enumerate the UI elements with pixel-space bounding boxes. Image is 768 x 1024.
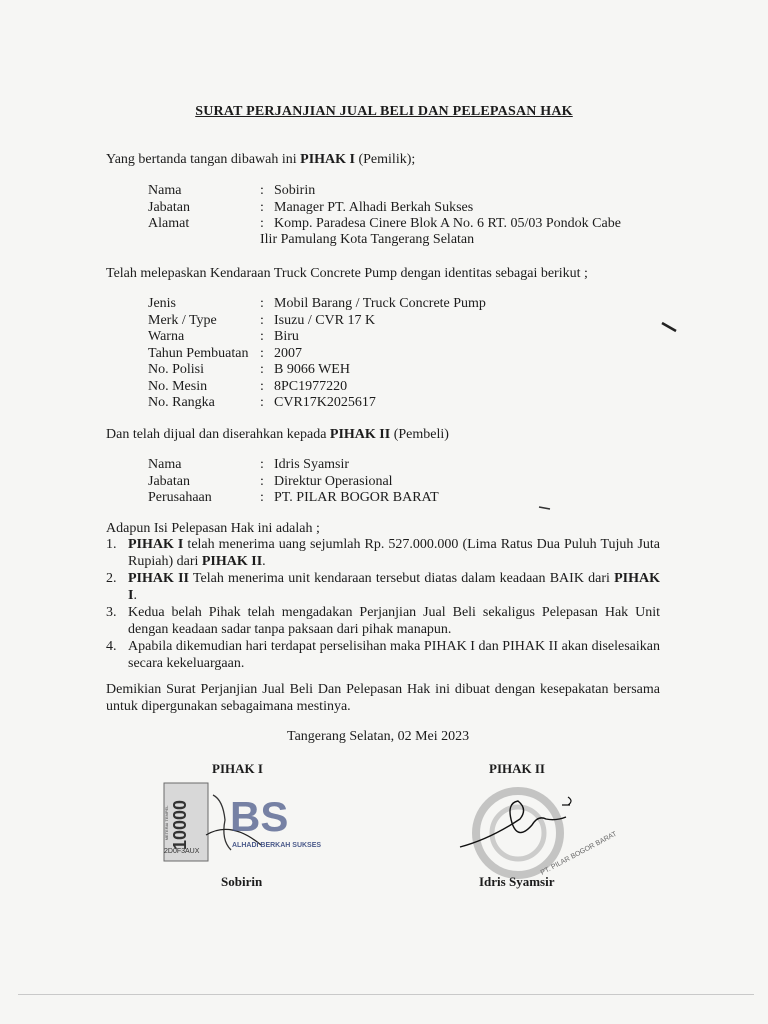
- field-row: No. Rangka : CVR17K2025617: [148, 395, 376, 410]
- field-row: Jenis : Mobil Barang / Truck Concrete Pump: [148, 296, 486, 311]
- field-label: Alamat: [148, 216, 190, 231]
- sold-intro: [106, 426, 449, 443]
- company-logo: BS: [230, 793, 289, 840]
- field-row: Jabatan : Direktur Operasional: [148, 473, 393, 489]
- pihak1-fields: [148, 183, 621, 233]
- right-stamp-text: PT. PILAR BOGOR BARAT: [539, 830, 619, 877]
- list-text: Apabila dikemudian hari terdapat perselisihan maka PIHAK I dan PIHAK II akan diselesaikan secara kekeluargaan.: [128, 639, 660, 671]
- field-value: Sobirin: [274, 183, 316, 198]
- stamp-inner-ring: [492, 807, 544, 859]
- place-date: Tangerang Selatan, 02 Mei 2023: [287, 729, 470, 744]
- list-number: 3.: [106, 605, 117, 620]
- field-value: Komp. Paradesa Cinere Blok A No. 6 RT. 05/03 Pondok Cabe: [274, 216, 621, 231]
- list-number: 2.: [106, 571, 117, 586]
- scan-artifact: [660, 320, 680, 334]
- field-value: Isuzu / CVR 17 K: [274, 312, 376, 328]
- document-title: SURAT PERJANJIAN JUAL BELI DAN PELEPASAN HAK: [195, 104, 573, 119]
- terms-list: [106, 537, 660, 673]
- field-value: Idris Syamsir: [274, 457, 350, 472]
- sold-intro-suffix: (Pembeli): [390, 427, 449, 442]
- list-item: [106, 571, 660, 604]
- field-row: Nama : Idris Syamsir: [148, 457, 350, 472]
- sold-intro-party: PIHAK II: [329, 427, 391, 442]
- field-label: Perusahaan: [148, 490, 212, 505]
- field-value: 2007: [274, 345, 302, 361]
- field-row: Alamat : Komp. Paradesa Cinere Blok A No. 6 RT. 05/03 Pondok Cabe: [148, 216, 621, 231]
- field-value: Mobil Barang / Truck Concrete Pump: [274, 296, 486, 311]
- field-label: Nama: [148, 183, 182, 198]
- signature-right-title: PIHAK II: [489, 761, 545, 776]
- closing-paragraph: Demikian Surat Perjanjian Jual Beli Dan Pelepasan Hak ini dibuat dengan kesepakatan bersama untuk dipergunakan sebagaimana mestinya.: [106, 682, 660, 714]
- field-label: Warna: [148, 329, 185, 344]
- intro-suffix: (Pemilik);: [354, 152, 416, 167]
- field-row: Nama : Sobirin: [148, 183, 316, 198]
- left-stamp-seal: [158, 775, 358, 875]
- field-row: Perusahaan : PT. PILAR BOGOR BARAT: [148, 490, 439, 505]
- field-label: Merk / Type: [148, 312, 217, 328]
- sold-intro-text: Dan telah dijual dan diserahkan kepada: [106, 427, 330, 442]
- vehicle-intro: Telah melepaskan Kendaraan Truck Concrete Pump dengan identitas sebagai berikut ;: [106, 266, 588, 281]
- signature-stroke: [562, 797, 571, 805]
- intro-text: Yang bertanda tangan dibawah ini: [106, 152, 301, 167]
- signature-stroke: [213, 795, 231, 850]
- field-row: No. Polisi : B 9066 WEH: [148, 362, 350, 377]
- address-continuation: Ilir Pamulang Kota Tangerang Selatan: [260, 232, 475, 247]
- list-text: Kedua belah Pihak telah mengadakan Perjanjian Jual Beli sekaligus Pelepasan Hak Unit dengan keadaan sadar tanpa paksaan dari pihak manapun.: [128, 605, 660, 637]
- meterai-label: METERAI TEMPEL: [164, 805, 169, 841]
- meterai-code: 2D0F3AUX: [164, 848, 200, 855]
- company-round-stamp: [476, 791, 560, 875]
- list-text: PIHAK I telah menerima uang sejumlah Rp. 527.000.000 (Lima Ratus Dua Puluh Tujuh Juta Rupiah) dari PIHAK II.: [128, 537, 661, 569]
- meterai-value: 10000: [170, 799, 190, 851]
- scan-artifact: [538, 505, 552, 511]
- field-value: B 9066 WEH: [274, 362, 350, 377]
- page-bottom-edge: [18, 994, 754, 995]
- field-row: Jabatan : Manager PT. Alhadi Berkah Sukses: [148, 199, 474, 215]
- list-number: 4.: [106, 639, 117, 654]
- field-label: Jabatan: [148, 473, 190, 489]
- signature-left-name: Sobirin: [221, 874, 263, 889]
- intro-line: [106, 151, 415, 168]
- signature-right-name: Idris Syamsir: [479, 874, 555, 889]
- field-row: No. Mesin : 8PC1977220: [148, 378, 348, 394]
- field-value: Manager PT. Alhadi Berkah Sukses: [274, 199, 474, 215]
- terms-intro: Adapun Isi Pelepasan Hak ini adalah ;: [106, 521, 320, 536]
- field-row: Warna : Biru: [148, 329, 299, 344]
- field-label: No. Mesin: [148, 378, 208, 394]
- field-label: No. Polisi: [148, 362, 205, 377]
- intro-party: PIHAK I: [300, 152, 355, 167]
- list-text: PIHAK II Telah menerima unit kendaraan tersebut diatas dalam keadaan BAIK dari PIHAK I.: [128, 571, 660, 603]
- field-label: No. Rangka: [148, 395, 215, 410]
- field-value: CVR17K2025617: [274, 395, 376, 410]
- field-label: Jabatan: [148, 199, 190, 215]
- field-value: Biru: [274, 329, 299, 344]
- field-label: Jenis: [148, 296, 176, 311]
- field-value: Direktur Operasional: [274, 473, 393, 489]
- pihak2-fields: [148, 457, 439, 507]
- list-number: 1.: [106, 537, 117, 552]
- field-value: PT. PILAR BOGOR BARAT: [274, 490, 439, 505]
- list-item: [106, 639, 660, 672]
- field-value: 8PC1977220: [274, 378, 348, 394]
- field-label: Tahun Pembuatan: [148, 345, 249, 361]
- list-item: [106, 537, 660, 570]
- field-label: Nama: [148, 457, 182, 472]
- vehicle-fields: [148, 296, 486, 412]
- company-name-stamp: ALHADI BERKAH SUKSES: [232, 842, 322, 849]
- list-item: [106, 605, 660, 638]
- field-row: Merk / Type : Isuzu / CVR 17 K: [148, 312, 376, 328]
- signature-left-title: PIHAK I: [212, 761, 263, 776]
- field-row: Tahun Pembuatan : 2007: [148, 345, 302, 361]
